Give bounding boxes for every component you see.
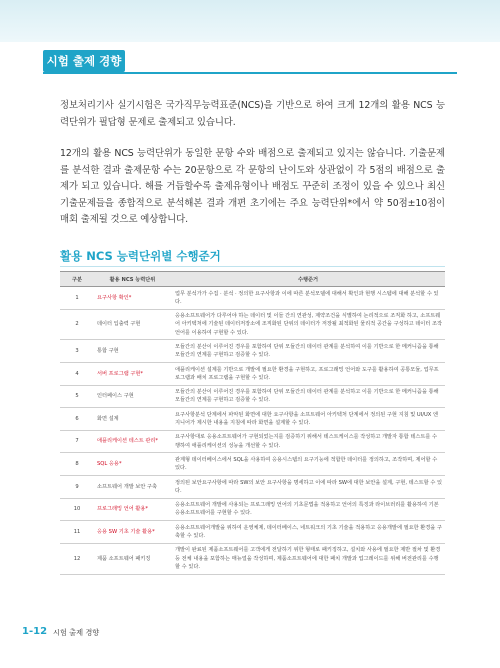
row-number: 3 — [60, 340, 94, 363]
performance-criteria: 애플리케이션 설계를 기반으로 개발에 필요한 환경을 구현하고, 프로그래밍 언어와 도구를 활용하여 공통모듈, 업무프로그램과 배치 프로그램을 구현할 수 있다. — [171, 362, 445, 385]
table-header-row — [60, 272, 445, 287]
row-number: 2 — [60, 309, 94, 340]
table-row — [60, 498, 445, 521]
row-number: 5 — [60, 385, 94, 408]
ncs-unit-name: 통합 구현 — [97, 348, 119, 355]
ncs-unit-cell — [94, 309, 171, 340]
table-row — [60, 430, 445, 453]
performance-criteria: 응용소프트웨어 개발에 사용되는 프로그래밍 언어의 기초문법을 적용하고 언어의 특징과 라이브러리를 활용하여 기본 응용소프트웨어를 구현할 수 있다. — [171, 498, 445, 521]
ncs-unit-cell — [94, 521, 171, 544]
row-number: 11 — [60, 521, 94, 544]
section-divider — [43, 72, 457, 74]
performance-criteria: 모듈간의 분산이 이루어진 경우를 포함하여 단위 모듈간의 데이터 관계를 분석하여 이를 기반으로 한 메커니즘을 통해 모듈간의 연계를 구현하고 검증할 수 있다. — [171, 340, 445, 363]
row-number: 1 — [60, 287, 94, 310]
ncs-unit-cell — [94, 453, 171, 476]
row-number: 6 — [60, 408, 94, 431]
header-criteria: 수행준거 — [171, 272, 445, 287]
row-number: 10 — [60, 498, 94, 521]
table-row — [60, 543, 445, 574]
subtitle-divider — [60, 266, 445, 267]
performance-criteria: 요구사항대로 응용소프트웨어가 구현되었는지를 검증하기 위해서 테스트케이스를 작성하고 개발자 통합 테스트를 수행하여 애플리케이션의 성능을 개선할 수 있다. — [171, 430, 445, 453]
header-unit: 활용 NCS 능력단위 — [94, 272, 171, 287]
ncs-unit-cell — [94, 543, 171, 574]
footer-label: 시험 출제 경향 — [53, 628, 100, 637]
ncs-unit-name: 인터페이스 구현 — [97, 393, 134, 400]
ncs-unit-cell — [94, 475, 171, 498]
row-number: 8 — [60, 453, 94, 476]
row-number: 12 — [60, 543, 94, 574]
ncs-unit-name: 애플리케이션 테스트 관리 — [97, 438, 156, 445]
ncs-unit-cell — [94, 340, 171, 363]
ncs-unit-cell — [94, 498, 171, 521]
performance-criteria: 업무 분석가가 수집 · 분석 · 정의한 요구사항과 이에 따른 분석모델에 대해서 확인과 현행 시스템에 대해 분석할 수 있다. — [171, 287, 445, 310]
table-body — [60, 287, 445, 575]
ncs-unit-name: 응용 SW 기초 기술 활용 — [97, 528, 153, 535]
ncs-unit-cell — [94, 408, 171, 431]
section-title-badge: 시험 출제 경향 — [43, 50, 125, 72]
table-row — [60, 521, 445, 544]
ncs-unit-name: 데이터 입출력 구현 — [97, 321, 141, 328]
page-number: 1-12 — [22, 626, 48, 637]
table-row — [60, 453, 445, 476]
row-number: 4 — [60, 362, 94, 385]
table-row — [60, 287, 445, 310]
performance-criteria: 개발이 완료된 제품소프트웨어를 고객에게 전달하기 위한 형태로 패키징하고, 설치와 사용에 필요한 제반 절차 및 환경 등 전체 내용을 포함하는 매뉴얼을 작성하며, 제품소프트웨어에 대한 패치 개발과 업그레이드를 위해 버전관리를 수행할 수 있다. — [171, 543, 445, 574]
ncs-unit-name: SQL 응용 — [97, 461, 119, 468]
ncs-unit-name: 요구사항 확인 — [97, 294, 129, 301]
key-unit-star-icon: * — [155, 438, 159, 445]
table-row — [60, 475, 445, 498]
table-subtitle: 활용 NCS 능력단위별 수행준거 — [60, 249, 221, 263]
table-row — [60, 340, 445, 363]
performance-criteria: 관계형 데이터베이스에서 SQL을 사용하여 응용시스템의 요구기능에 적합한 데이터를 정의하고, 조작하며, 제어할 수 있다. — [171, 453, 445, 476]
table-row — [60, 385, 445, 408]
performance-criteria: 응용소프트웨어가 다루어야 하는 데이터 및 이들 간의 연관성, 제약조건을 식별하여 논리적으로 조직화 하고, 소프트웨어 아키텍처에 기술된 데이터저장소에 조직화된 단위의 데이터가 저장될 최적화된 물리적 공간을 구성하고 데이터 조작언어를 이용하여 구현할 수 있다. — [171, 309, 445, 340]
intro-paragraph: 정보처리기사 실기시험은 국가직무능력표준(NCS)을 기반으로 하여 크게 12개의 활용 NCS 능력단위가 필답형 문제로 출제되고 있습니다. — [60, 100, 445, 128]
table-row — [60, 408, 445, 431]
row-number: 7 — [60, 430, 94, 453]
key-unit-star-icon: * — [152, 528, 155, 535]
key-unit-star-icon: * — [118, 461, 122, 468]
key-unit-star-icon: * — [145, 506, 148, 513]
ncs-unit-name: 소프트웨어 개발 보안 구축 — [97, 483, 158, 490]
key-unit-star-icon: * — [140, 370, 143, 377]
key-unit-star-icon: * — [128, 294, 132, 301]
ncs-unit-cell — [94, 287, 171, 310]
performance-criteria: 요구사항분석 단계에서 파악된 화면에 대한 요구사항을 소프트웨어 아키텍처 단계에서 정의된 구현 지침 및 UI/UX 엔지니어가 제시한 내용을 지침에 따라 화면을 설계할 수 있다. — [171, 408, 445, 431]
ncs-unit-cell — [94, 362, 171, 385]
row-number: 9 — [60, 475, 94, 498]
table-row — [60, 362, 445, 385]
performance-criteria: 모듈간의 분산이 이루어진 경우를 포함하여 단위 모듈간의 데이터 관계를 분석하고 이를 기반으로 한 메커니즘을 통해 모듈간의 연계를 구현하고 검증할 수 있다. — [171, 385, 445, 408]
performance-criteria: 응용소프트웨어개발을 위하여 운영체제, 데이터베이스, 네트워크의 기초 기술을 적용하고 응용개발에 필요한 환경을 구축할 수 있다. — [171, 521, 445, 544]
ncs-unit-cell — [94, 430, 171, 453]
ncs-units-table — [60, 271, 445, 575]
ncs-unit-name: 프로그래밍 언어 활용 — [97, 506, 146, 513]
ncs-unit-name: 제품 소프트웨어 패키징 — [97, 555, 151, 562]
ncs-unit-name: 화면 설계 — [97, 415, 119, 422]
header-band — [0, 0, 500, 42]
analysis-paragraph: 12개의 활용 NCS 능력단위가 동일한 문항 수와 배점으로 출제되고 있지는 않습니다. 기출문제를 분석한 결과 출제문항 수는 20문항으로 각 문항의 난이도와 상관없이 각 5점의 배점으로 출제가 되고 있습니다. 해를 거듭할수록 출제유형이나 배점도 꾸준히 조정이 있을 수 있으나 최신 기출문제들을 종합적으로 분석해본 결과 개편 초기에는 주요 능력단위*에서 약 50점±10점이 매회 출제될 것으로 예상합니다. — [60, 148, 445, 225]
table-row — [60, 309, 445, 340]
ncs-unit-name: 서버 프로그램 구현 — [97, 370, 141, 377]
ncs-unit-cell — [94, 385, 171, 408]
header-num: 구분 — [60, 272, 94, 287]
performance-criteria: 정의된 보안요구사항에 따라 SW의 보안 요구사항을 명세하고 이에 따라 SW에 대한 보안을 설계, 구현, 테스트할 수 있다. — [171, 475, 445, 498]
